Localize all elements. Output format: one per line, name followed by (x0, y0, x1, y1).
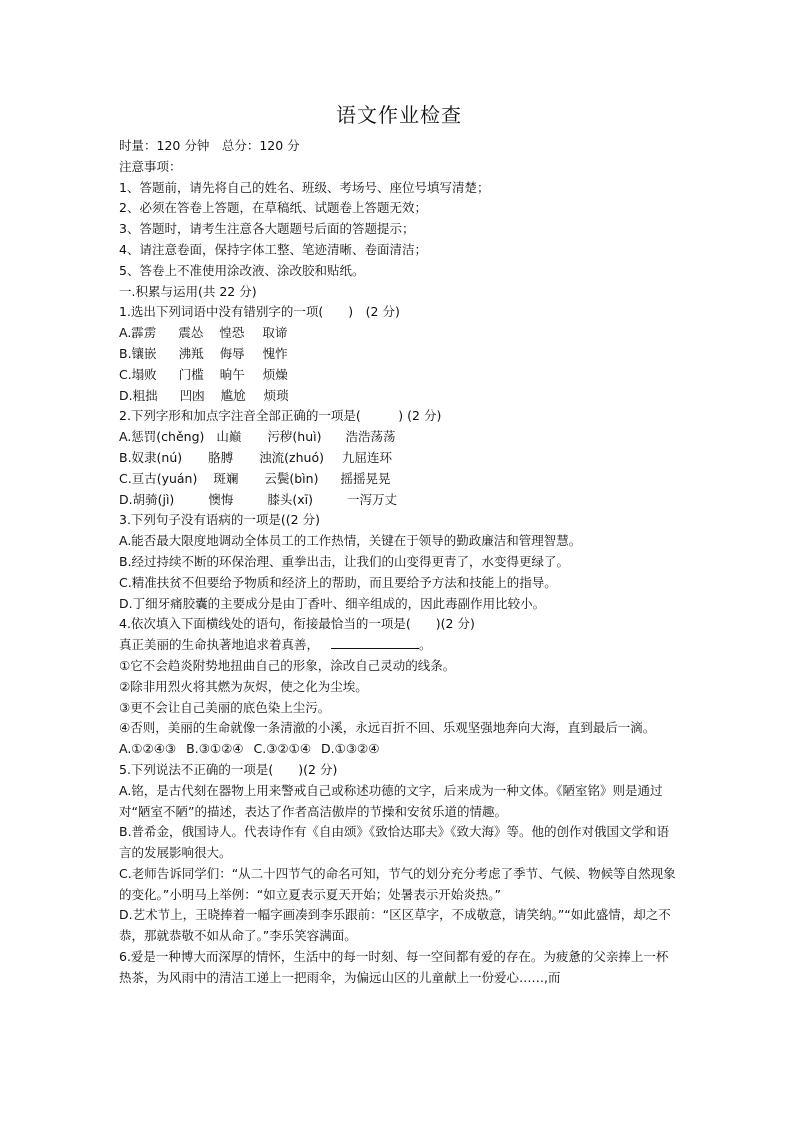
word: A.惩罚(chěng) (119, 429, 205, 445)
word: 浩浩荡荡 (345, 429, 396, 445)
question-1-stem: 1.选出下列词语中没有错别字的一项( ) (2 分) (119, 304, 400, 320)
note-item: 4、请注意卷面，保持字体工整、笔迹清晰、卷面清洁； (119, 241, 427, 257)
word: 山巅 (216, 429, 242, 445)
word: A.霹雳 (119, 325, 157, 341)
question-5-option-a: A.铭，是古代刻在器物上用来警戒自己或称述功德的文字，后来成为一种文体。《陋室铭》则是通过对“陋室不陋”的描述，表达了作者高洁傲岸的节操和安贫乐道的情趣。 (119, 782, 663, 819)
word: 云鬓(bìn) (264, 470, 319, 486)
word: 斑斓 (213, 470, 239, 486)
word: C.塌败 (119, 366, 157, 382)
question-2-stem: 2.下列字形和加点字注音全部正确的一项是( ) (2 分) (119, 408, 442, 424)
word: B.镶嵌 (119, 345, 157, 361)
word: 胳膊 (208, 449, 234, 465)
lead-end: 。 (419, 637, 432, 653)
question-5-option-d: D.艺术节上，王晓捧着一幅字画凑到李乐跟前：“区区草字，不成敬意，请笑纳。”“如此盛情，却之不恭，那就恭敬不如从命了。”李乐笑容满面。 (119, 907, 671, 944)
note-item: 5、答卷上不准使用涂改液、涂改胶和贴纸。 (119, 262, 365, 278)
word: 懊悔 (208, 491, 234, 507)
word: 摇摇晃晃 (340, 470, 391, 486)
word: 一泻万丈 (346, 491, 397, 507)
word: 惶恐 (219, 325, 245, 341)
question-2-option-d (119, 490, 679, 511)
question-2-option-a (119, 427, 679, 448)
page-title: 语文作业检查 (336, 103, 462, 127)
fill-blank (331, 636, 419, 649)
word: D.胡骑(jì) (119, 491, 175, 507)
word: 烦燥 (262, 366, 288, 382)
question-1-option-a (119, 323, 679, 344)
question-4-sentence: ③更不会让自己美丽的底色染上尘污。 (119, 699, 331, 715)
question-4-sentence: ②除非用烈火将其燃为灰烬，使之化为尘埃。 (119, 678, 368, 694)
question-1-option-c (119, 365, 679, 386)
question-3-option-a: A.能否最大限度地调动全体员工的工作热情，关键在于领导的勤政廉洁和管理智慧。 (119, 533, 582, 549)
word: 侮辱 (219, 345, 245, 361)
note-item: 2、必须在答卷上答题，在草稿纸、试题卷上答题无效； (119, 200, 427, 216)
option: B.③①②④ (186, 741, 244, 757)
question-6-text: 6.爱是一种博大而深厚的情怀，生活中的每一时刻、每一空间都有爱的存在。为疲惫的父亲捧上一杯热茶，为风雨中的清洁工递上一把雨伞，为偏远山区的儿童献上一份爱心……,而 (119, 949, 669, 985)
word: 凹凼 (179, 387, 205, 403)
exam-meta: 时量：120 分钟 总分：120 分 (119, 138, 300, 153)
word: 震怂 (178, 325, 204, 341)
option: C.③②①④ (253, 741, 312, 757)
word: D.粗拙 (119, 387, 158, 403)
option: A.①②④③ (119, 741, 177, 757)
question-1-option-b (119, 344, 679, 365)
word: 浊流(zhuó) (259, 449, 324, 465)
question-4-options (119, 739, 679, 760)
option: D.①③②④ (321, 741, 380, 757)
note-item: 3、答题时，请考生注意各大题题号后面的答题提示； (119, 221, 415, 237)
question-3-stem: 3.下列句子没有语病的一项是((2 分) (119, 512, 320, 528)
word: 取谛 (262, 325, 288, 341)
word: 污秽(huì) (267, 429, 322, 445)
word: 沸羝 (178, 345, 204, 361)
question-3-option-c: C.精准扶贫不但要给予物质和经济上的帮助，而且要给予方法和技能上的指导。 (119, 574, 557, 590)
question-4-lead (119, 635, 679, 656)
word: C.亘古(yuán) (119, 470, 198, 486)
question-1-option-d (119, 386, 679, 407)
word: 膝头(xī) (267, 491, 313, 507)
question-5-option-c: C.老师告诉同学们：“从二十四节气的命名可知，节气的划分充分考虑了季节、气候、物候等自然现象的变化。”小明马上举例：“如立夏表示夏天开始；处暑表示开始炎热。” (119, 865, 676, 902)
exam-page (119, 100, 679, 989)
lead-text: 真正美丽的生命执著地追求着真善， (119, 637, 320, 653)
question-4-sentence: ①它不会趋炎附势地扭曲自己的形象，涂改自己灵动的线条。 (119, 657, 456, 673)
question-5-option-b: B.普希金，俄国诗人。代表诗作有《自由颂》《致恰达耶夫》《致大海》等。他的创作对俄国文学和语言的发展影响很大。 (119, 824, 670, 861)
word: 烦琐 (263, 387, 289, 403)
note-item: 1、答题前，请先将自己的姓名、班级、考场号、座位号填写清楚； (119, 179, 490, 195)
question-5-stem: 5.下列说法不正确的一项是( )(2 分) (119, 761, 338, 777)
question-4-stem: 4.依次填入下面横线处的语句，衔接最恰当的一项是( )(2 分) (119, 616, 475, 632)
question-3-option-d: D.丁细牙痛胶囊的主要成分是由丁香叶、细辛组成的，因此毒副作用比较小。 (119, 595, 546, 611)
question-4-sentence: ④否则，美丽的生命就像一条清澈的小溪，永远百折不回、乐观坚强地奔向大海，直到最后一滴。 (119, 720, 656, 736)
word: 愧怍 (262, 345, 288, 361)
section-heading: 一.积累与运用(共 22 分) (119, 283, 257, 299)
question-3-option-b: B.经过持续不断的环保治理、重拳出击，让我们的山变得更青了，水变得更绿了。 (119, 553, 570, 569)
word: 门槛 (178, 366, 204, 382)
word: 晌午 (219, 366, 245, 382)
question-2-option-c (119, 469, 679, 490)
word: 九屈连环 (341, 449, 392, 465)
notes-heading: 注意事项： (119, 158, 182, 174)
word: B.奴隶(nú) (119, 449, 183, 465)
word: 尴尬 (220, 387, 246, 403)
question-2-option-b (119, 448, 679, 469)
